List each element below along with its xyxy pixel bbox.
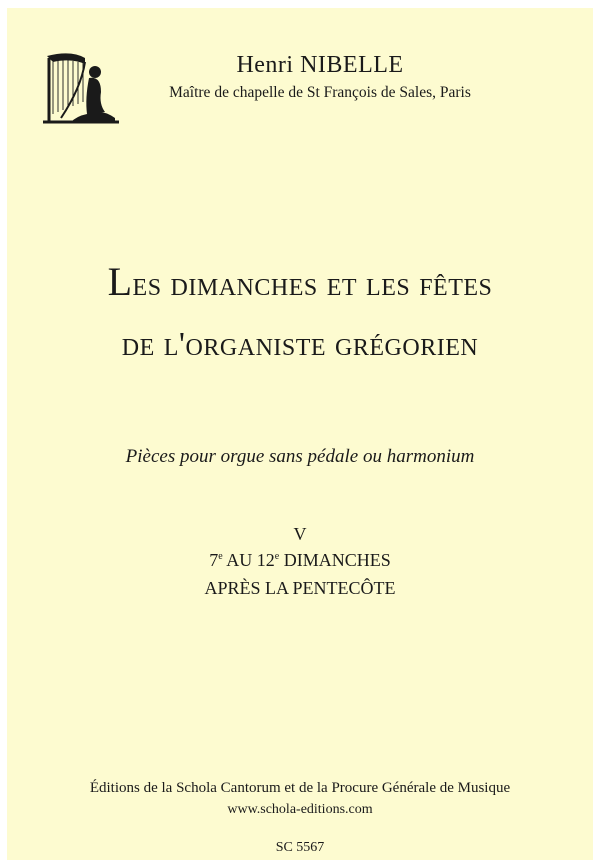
- title-line-2: de l'organiste grégorien: [121, 326, 479, 363]
- cover-page: [7, 8, 593, 860]
- title-line-1-text: es dimanches et les fêtes: [132, 266, 493, 303]
- catalog-number: SC 5567: [275, 840, 325, 855]
- title-line-1: [7, 258, 593, 305]
- range-start-sup: e: [218, 551, 223, 562]
- range-middle: AU 12: [222, 550, 275, 570]
- title-initial: L: [107, 259, 133, 304]
- subtitle: Pièces pour orgue sans pédale ou harmonium: [125, 446, 475, 467]
- volume-range-line-2: APRÈS LA PENTECÔTE: [204, 578, 396, 598]
- author-name: Henri NIBELLE: [236, 52, 404, 78]
- volume-number: V: [293, 524, 307, 544]
- range-end-sup: e: [274, 551, 280, 562]
- range-tail: DIMANCHES: [279, 550, 391, 570]
- range-start: 7: [209, 550, 219, 570]
- author-role: Maître de chapelle de St François de Sales, Paris: [169, 84, 471, 101]
- publisher-name: Éditions de la Schola Cantorum et de la Procure Générale de Musique: [89, 780, 511, 796]
- volume-range: [7, 550, 593, 571]
- publisher-website: www.schola-editions.com: [227, 802, 373, 817]
